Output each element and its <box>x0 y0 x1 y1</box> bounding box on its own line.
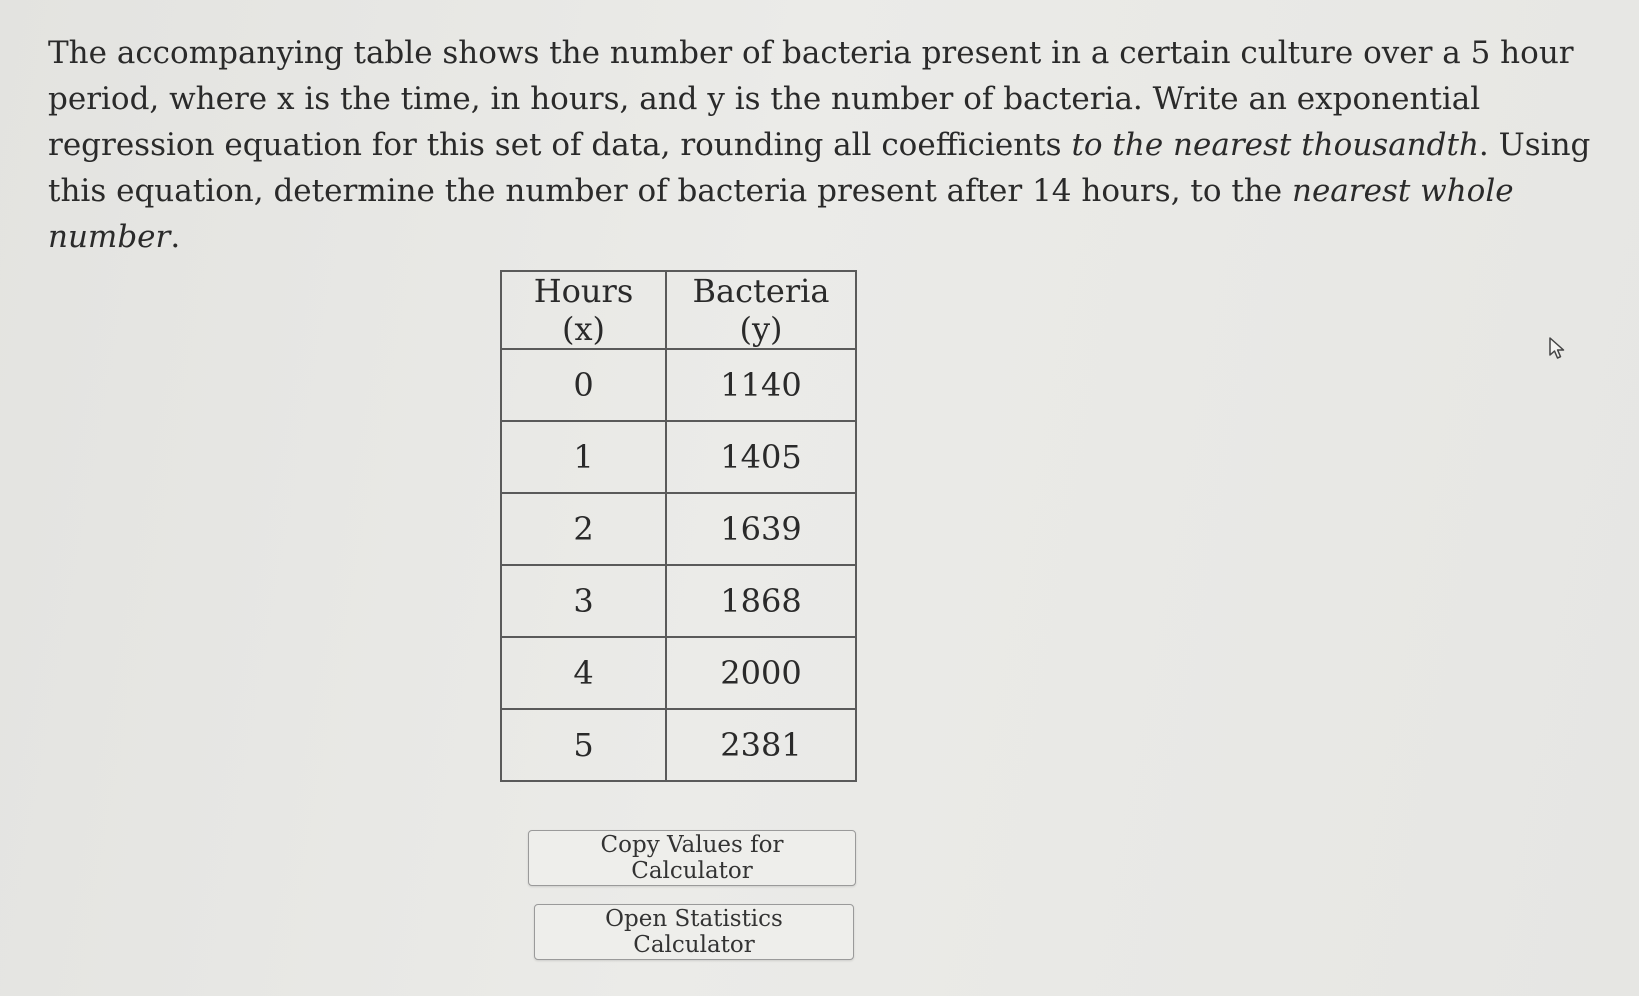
mouse-pointer-icon <box>1548 336 1566 360</box>
table-cell-hours: 5 <box>501 709 666 781</box>
copy-values-button[interactable]: Copy Values for Calculator <box>528 830 856 886</box>
question-text <box>48 30 1618 260</box>
table-cell-bacteria: 1405 <box>666 421 856 493</box>
table-row <box>501 493 856 565</box>
table-header-row <box>501 271 856 349</box>
question-part-3: . <box>170 219 181 255</box>
table-header-bacteria: Bacteria (y) <box>666 271 856 349</box>
table-row <box>501 565 856 637</box>
question-part-2: . Using this equation, determine the number of bacteria present after 14 hours, to the <box>48 127 1591 209</box>
table-header-hours: Hours (x) <box>501 271 666 349</box>
open-statistics-calculator-button[interactable]: Open Statistics Calculator <box>534 904 854 960</box>
table-row <box>501 349 856 421</box>
table-row <box>501 709 856 781</box>
question-emphasis-thousandth: to the nearest thousandth <box>1071 127 1479 163</box>
table-cell-bacteria: 1868 <box>666 565 856 637</box>
table-row <box>501 637 856 709</box>
table-row <box>501 421 856 493</box>
table-cell-hours: 1 <box>501 421 666 493</box>
table-cell-bacteria: 2000 <box>666 637 856 709</box>
table-cell-hours: 2 <box>501 493 666 565</box>
table-cell-hours: 3 <box>501 565 666 637</box>
table-cell-bacteria: 2381 <box>666 709 856 781</box>
table-cell-bacteria: 1140 <box>666 349 856 421</box>
table-cell-bacteria: 1639 <box>666 493 856 565</box>
table-cell-hours: 4 <box>501 637 666 709</box>
question-part-1: The accompanying table shows the number of bacteria present in a certain culture over a 5 hour period, where x is the time, in hours, and y is the number of bacteria. Write an exponential regression equation for this set of data, rounding all coefficients <box>48 35 1574 163</box>
question-emphasis-whole-number: nearest whole number <box>48 173 1514 255</box>
data-table <box>500 270 857 782</box>
table-cell-hours: 0 <box>501 349 666 421</box>
